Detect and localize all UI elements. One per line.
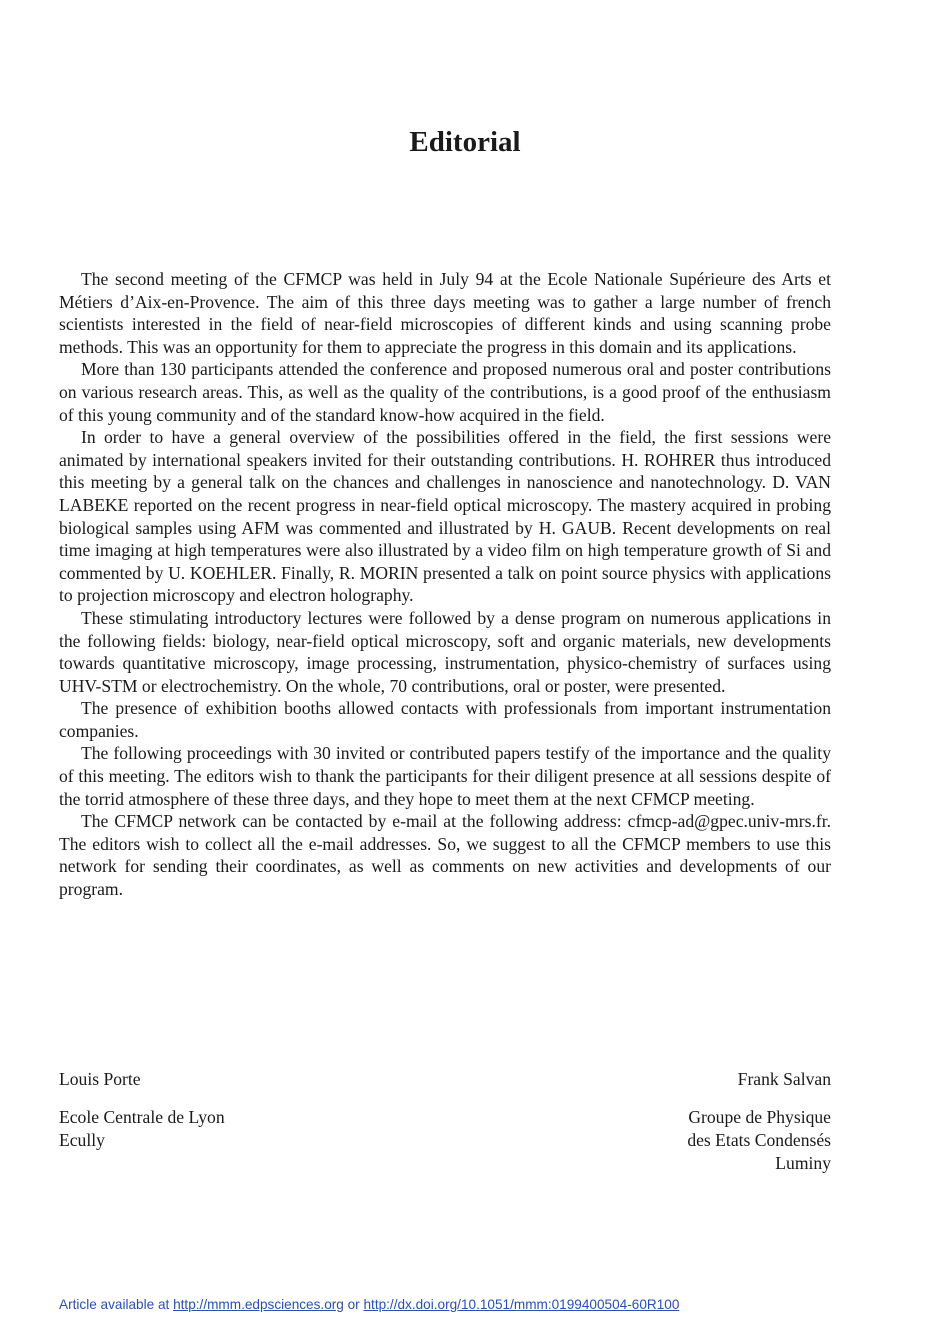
signature-right-affiliation <box>687 1106 831 1175</box>
affiliation-line: Groupe de Physique <box>688 1107 831 1127</box>
paragraph: In order to have a general overview of the possibilities offered in the field, the first sessions were animated by international speakers invited for their outstanding contributions. H. ROHRER thus introduced this meeting by a general talk on the chances and challenges in nanoscience and nanotechnology. D. VAN LABEKE reported on the recent progress in near-field optical microscopy. The mastery acquired in probing biological samples using AFM was commented and illustrated by H. GAUB. Recent developments on real time imaging at high temperatures were also illustrated by a video film on high temperature growth of Si and commented by U. KOEHLER. Finally, R. MORIN presented a talk on point source physics with applications to projection microscopy and electron holography. <box>59 427 831 606</box>
signature-left-affiliation <box>59 1106 225 1152</box>
paragraph: The CFMCP network can be contacted by e-mail at the following address: cfmcp-ad@gpec.univ-mrs.fr. The editors wish to collect all the e-mail addresses. So, we suggest to all the CFMCP members to use this network for sending their coordinates, as well as comments on new activities and developments of our program. <box>59 811 831 900</box>
signature-left-name: Louis Porte <box>59 1069 141 1089</box>
page-title: Editorial <box>409 126 521 158</box>
paragraph: The following proceedings with 30 invited or contributed papers testify of the importance and the quality of this meeting. The editors wish to thank the participants for their diligent presence at all sessions despite of the torrid atmosphere of these three days, and they hope to meet them at the next CFMCP meeting. <box>59 743 831 809</box>
footer-middle: or <box>343 1297 364 1312</box>
paragraph: More than 130 participants attended the conference and proposed numerous oral and poster contributions on various research areas. This, as well as the quality of the contributions, is a good proof of the enthusiasm of this young community and of the standard know-how acquired in the field. <box>59 359 831 425</box>
editorial-body <box>59 268 831 901</box>
paragraph: The presence of exhibition booths allowed contacts with professionals from important instrumentation companies. <box>59 698 831 741</box>
affiliation-line: Luminy <box>775 1153 831 1173</box>
affiliation-line: Ecole Centrale de Lyon <box>59 1107 225 1127</box>
footer-prefix: Article available at <box>59 1297 174 1312</box>
affiliation-line: des Etats Condensés <box>687 1130 831 1150</box>
affiliation-line: Ecully <box>59 1130 105 1150</box>
signature-right-name: Frank Salvan <box>737 1069 831 1089</box>
journal-link[interactable]: http://mmm.edpsciences.org <box>173 1297 344 1312</box>
article-footer <box>59 1297 679 1312</box>
paragraph: The second meeting of the CFMCP was held in July 94 at the Ecole Nationale Supérieure des Arts et Métiers d’Aix-en-Provence. The aim of this three days meeting was to gather a large number of french scientists interested in the field of near-field microscopies of different kinds and using scanning probe methods. This was an opportunity for them to appreciate the progress in this domain and its applications. <box>59 269 831 357</box>
doi-link[interactable]: http://dx.doi.org/10.1051/mmm:0199400504-60R100 <box>363 1297 680 1312</box>
paragraph: These stimulating introductory lectures were followed by a dense program on numerous applications in the following fields: biology, near-field optical microscopy, soft and organic materials, new developments towards quantitative microscopy, image processing, instrumentation, physico-chemistry of surfaces using UHV-STM or electrochemistry. On the whole, 70 contributions, oral or poster, were presented. <box>59 607 831 696</box>
